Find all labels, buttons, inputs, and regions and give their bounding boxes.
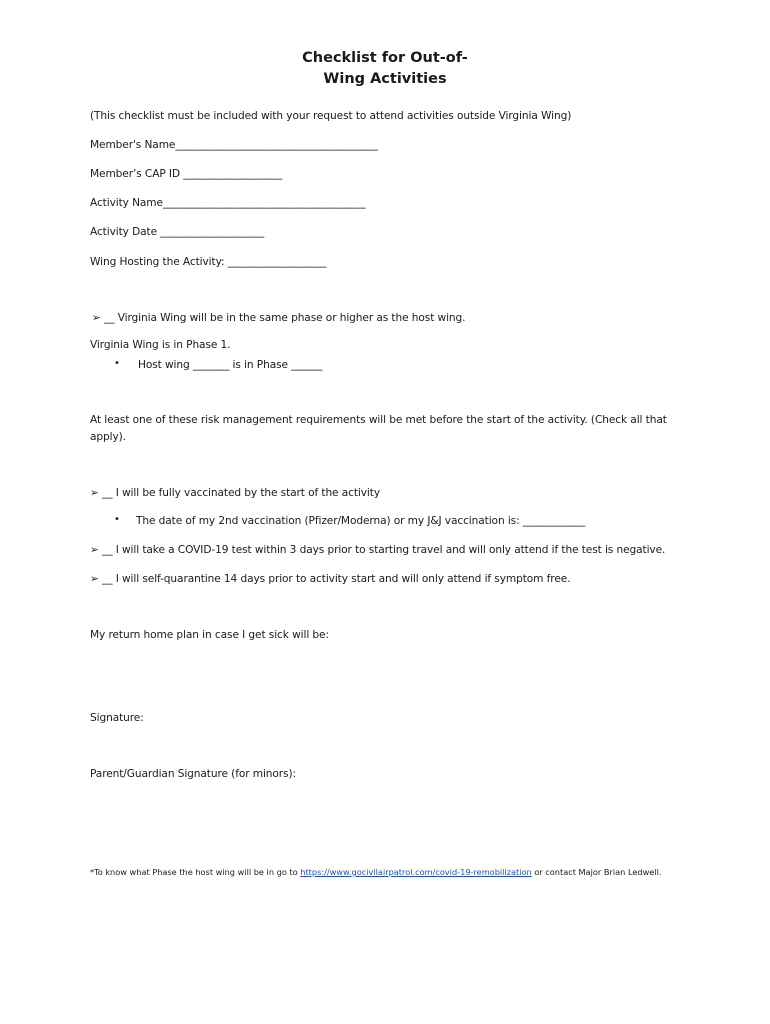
activity-date-field[interactable]: Activity Date ____________________ <box>90 226 265 238</box>
phase-checkbox-item[interactable]: ➢ __ Virginia Wing will be in the same phase or higher as the host wing. <box>92 312 466 324</box>
return-plan-label: My return home plan in case I get sick will be: <box>90 629 329 641</box>
page-title-line-1: Checklist for Out-of- <box>302 50 468 66</box>
footnote-text: *To know what Phase the host wing will be in go to <box>90 867 301 877</box>
member-name-field[interactable]: Member's Name_______________________________________ <box>90 139 379 151</box>
footnote-contact-text: or contact Major Brian Ledwell. <box>531 867 662 877</box>
host-wing-phase-field[interactable]: Host wing _______ is in Phase ______ <box>138 359 323 371</box>
risk-intro-line-1: At least one of these risk management requirements will be met before the start of the activity. (Check all that <box>90 414 667 426</box>
signature-label: Signature: <box>90 712 144 724</box>
hosting-wing-field[interactable]: Wing Hosting the Activity: ___________________ <box>90 256 327 268</box>
cap-id-field[interactable]: Member’s CAP ID ___________________ <box>90 168 283 180</box>
bullet-icon: • <box>114 358 120 369</box>
activity-name-field[interactable]: Activity Name_______________________________________ <box>90 197 366 209</box>
risk-intro-line-2: apply). <box>90 431 126 443</box>
bullet-icon: • <box>114 514 120 525</box>
quarantine-checkbox-item[interactable]: ➢ __ I will self-quarantine 14 days prior to activity start and will only attend if symptom free. <box>90 573 571 585</box>
footnote <box>90 866 661 878</box>
covid-test-checkbox-item[interactable]: ➢ __ I will take a COVID-19 test within 3 days prior to starting travel and will only attend if the test is negative. <box>90 544 666 556</box>
intro-text: (This checklist must be included with your request to attend activities outside Virginia Wing) <box>90 110 572 122</box>
page-title-line-2: Wing Activities <box>323 71 447 87</box>
guardian-signature-label: Parent/Guardian Signature (for minors): <box>90 768 296 780</box>
remobilization-link[interactable]: https://www.gocivilairpatrol.com/covid-19-remobilization <box>300 867 532 877</box>
current-phase-text: Virginia Wing is in Phase 1. <box>90 339 231 351</box>
vaccinated-checkbox-item[interactable]: ➢ __ I will be fully vaccinated by the start of the activity <box>90 487 380 499</box>
vaccination-date-field[interactable]: The date of my 2nd vaccination (Pfizer/Moderna) or my J&J vaccination is: ____________ <box>136 515 586 527</box>
